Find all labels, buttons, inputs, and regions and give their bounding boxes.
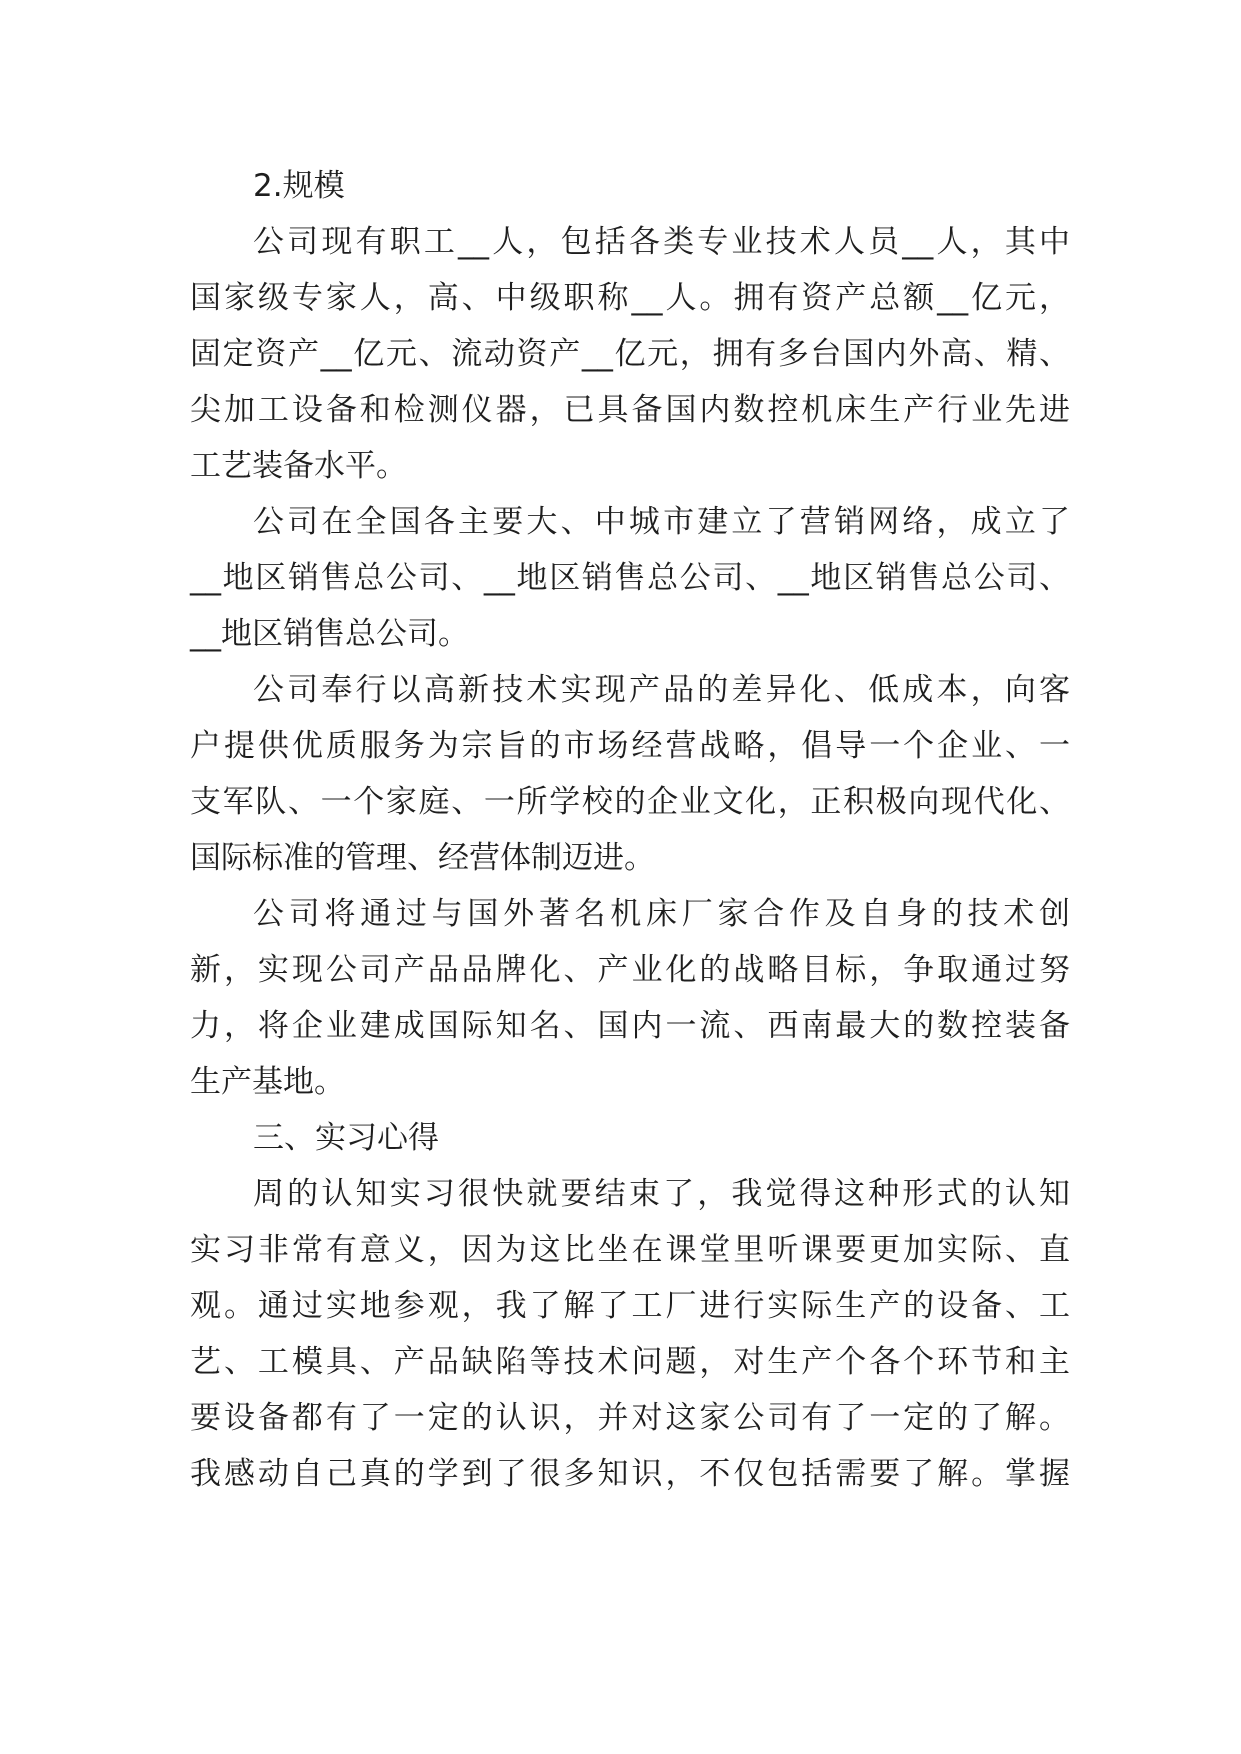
paragraph-line: 国家级专家人，高、中级职称__人。拥有资产总额__亿元， (190, 280, 1070, 316)
paragraph-line: 我感动自己真的学到了很多知识，不仅包括需要了解。掌握 (190, 1456, 1070, 1492)
paragraph-line: __地区销售总公司、__地区销售总公司、__地区销售总公司、 (190, 560, 1070, 596)
paragraph-line: 公司奉行以高新技术实现产品的差异化、低成本，向客 (253, 672, 1070, 708)
paragraph-line: 公司现有职工__人，包括各类专业技术人员__人，其中 (253, 224, 1070, 260)
paragraph-line: 力，将企业建成国际知名、国内一流、西南最大的数控装备 (190, 1008, 1070, 1044)
section-heading-internship: 三、实习心得 (253, 1120, 439, 1156)
paragraph-line: 艺、工模具、产品缺陷等技术问题，对生产个各个环节和主 (190, 1344, 1070, 1380)
paragraph-line: 固定资产__亿元、流动资产__亿元，拥有多台国内外高、精、 (190, 336, 1070, 372)
paragraph-line: 观。通过实地参观，我了解了工厂进行实际生产的设备、工 (190, 1288, 1070, 1324)
paragraph-line: 户提供优质服务为宗旨的市场经营战略，倡导一个企业、一 (190, 728, 1070, 764)
paragraph-line: 尖加工设备和检测仪器，已具备国内数控机床生产行业先进 (190, 392, 1070, 428)
paragraph-line: 周的认知实习很快就要结束了，我觉得这种形式的认知 (253, 1176, 1070, 1212)
paragraph-line: __地区销售总公司。 (190, 616, 469, 652)
section-heading-scale: 2.规模 (253, 168, 345, 204)
paragraph-line: 国际标准的管理、经营体制迈进。 (190, 840, 655, 876)
paragraph-line: 支军队、一个家庭、一所学校的企业文化，正积极向现代化、 (190, 784, 1070, 820)
paragraph-line: 新，实现公司产品品牌化、产业化的战略目标，争取通过努 (190, 952, 1070, 988)
paragraph-line: 公司在全国各主要大、中城市建立了营销网络，成立了 (253, 504, 1070, 540)
paragraph-line: 工艺装备水平。 (190, 448, 407, 484)
paragraph-line: 实习非常有意义，因为这比坐在课堂里听课要更加实际、直 (190, 1232, 1070, 1268)
paragraph-line: 要设备都有了一定的认识，并对这家公司有了一定的了解。 (190, 1400, 1070, 1436)
paragraph-line: 公司将通过与国外著名机床厂家合作及自身的技术创 (253, 896, 1070, 932)
paragraph-line: 生产基地。 (190, 1064, 345, 1100)
